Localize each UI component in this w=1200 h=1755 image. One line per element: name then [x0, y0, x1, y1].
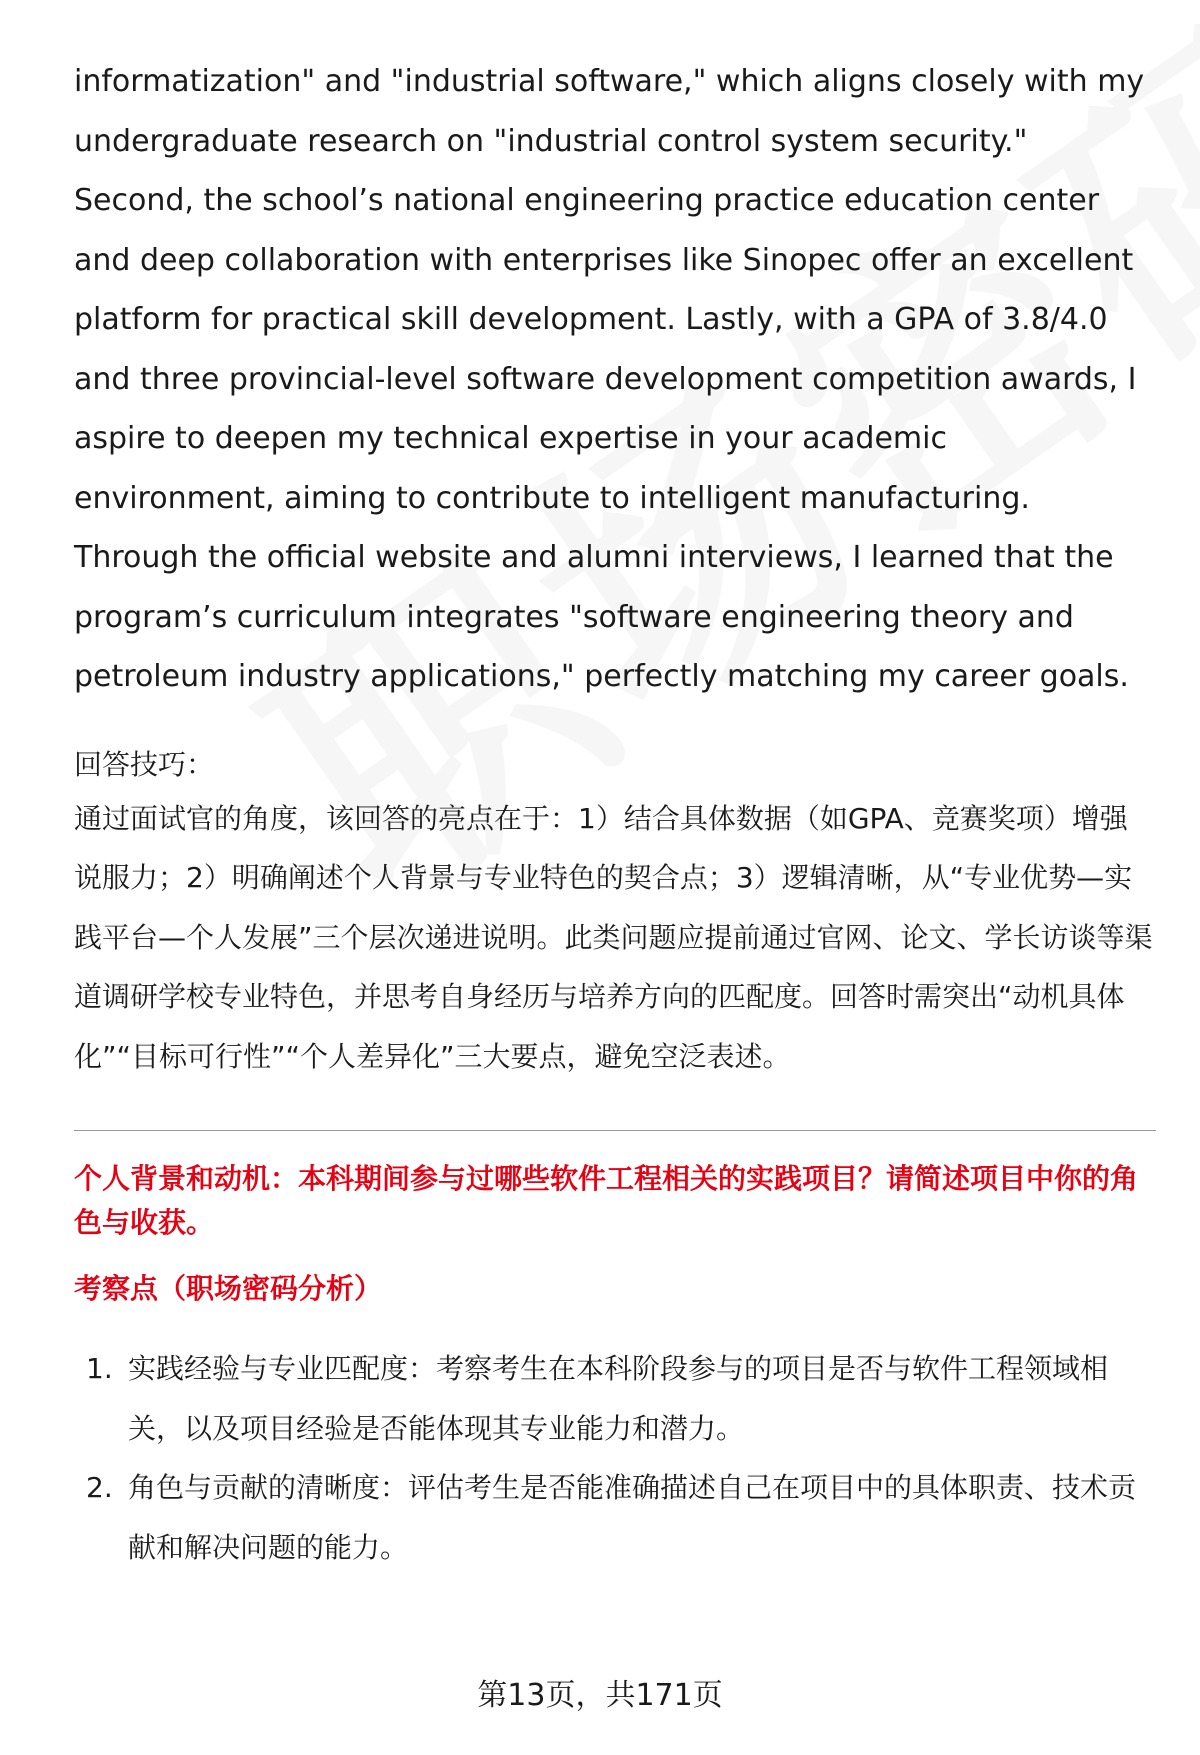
section-divider: [74, 1130, 1156, 1131]
list-item-number: 2.: [86, 1471, 113, 1504]
tips-label: 回答技巧：: [74, 747, 215, 781]
page-content: [74, 52, 1154, 1577]
list-item-number: 1.: [86, 1352, 113, 1385]
tips-text: 通过面试官的角度，该回答的亮点在于：1）结合具体数据（如GPA、竞赛奖项）增强说服力；2）明确阐述个人背景与专业特色的契合点；3）逻辑清晰，从“专业优势—实践平台—个人发展”三个层次递进说明。此类问题应提前通过官网、论文、学长访谈等渠道调研学校专业特色，并思考自身经历与培养方向的匹配度。回答时需突出“动机具体化”“目标可行性”“个人差异化”三大要点，避免空泛表述。: [74, 801, 1153, 1073]
body-paragraph: informatization" and "industrial software," which aligns closely with my undergraduate research on "industrial control system security." Second, the school’s national engineering practice education center and deep collaboration with enterprises like Sinopec offer an excellent platform for practical skill development. Lastly, with a GPA of 3.8/4.0 and three provincial-level software development competition awards, I aspire to deepen my technical expertise in your academic environment, aiming to contribute to intelligent manufacturing. Through the official website and alumni interviews, I learned that the program’s curriculum integrates "software engineering theory and petroleum industry applications," perfectly matching my career goals.: [74, 64, 1145, 694]
analysis-list: [74, 1339, 1154, 1577]
interview-question: 个人背景和动机：本科期间参与过哪些软件工程相关的实践项目？请简述项目中你的角色与收获。: [74, 1162, 1139, 1239]
analysis-heading: 考察点（职场密码分析）: [74, 1272, 383, 1305]
page-footer: 第13页，共171页: [477, 1678, 723, 1713]
list-item: [74, 1458, 1154, 1577]
list-item-text: 角色与贡献的清晰度：评估考生是否能准确描述自己在项目中的具体职责、技术贡献和解决问题的能力。: [128, 1471, 1137, 1564]
list-item: [74, 1339, 1154, 1458]
list-item-text: 实践经验与专业匹配度：考察考生在本科阶段参与的项目是否与软件工程领域相关，以及项目经验是否能体现其专业能力和潜力。: [128, 1352, 1109, 1445]
